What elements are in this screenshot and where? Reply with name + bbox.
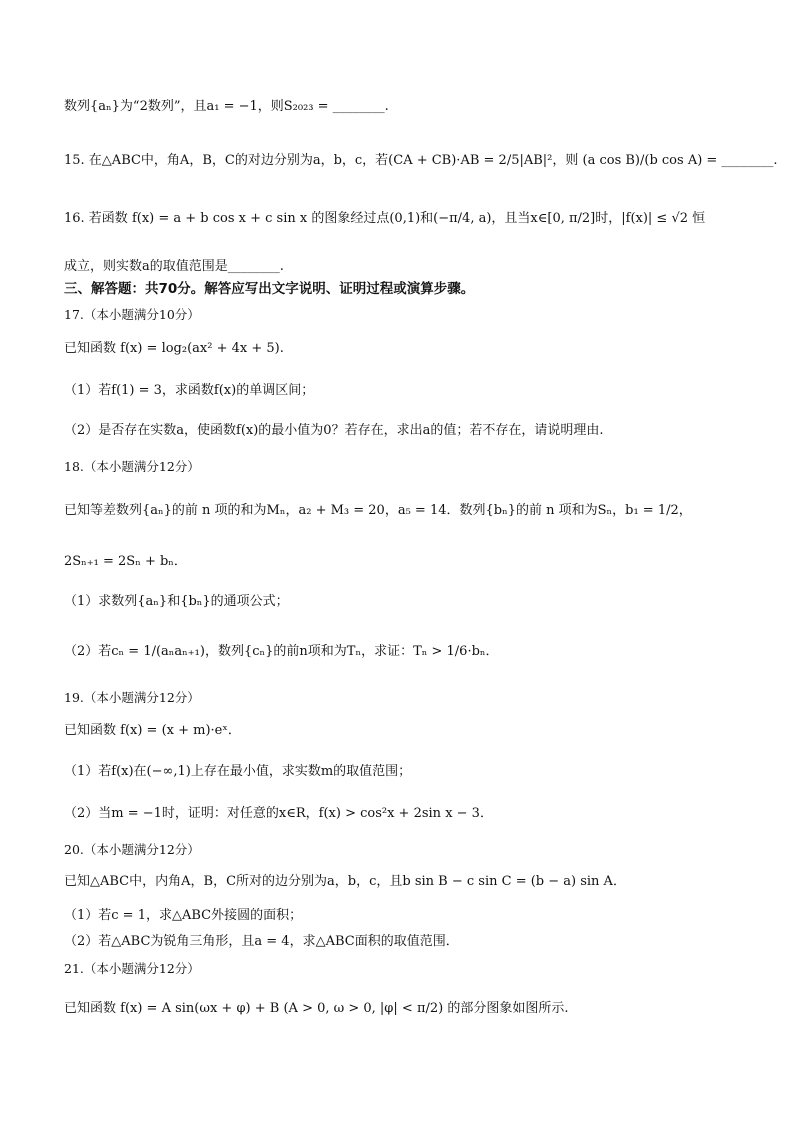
- problem-20-part-1: （1）若c = 1，求△ABC外接圆的面积；: [64, 908, 303, 923]
- problem-21-header: 21.（本小题满分12分）: [64, 961, 200, 976]
- problem-18-statement: 已知等差数列{aₙ}的前 n 项的和为Mₙ，a₂ + M₃ = 20，a₅ = 14．数列{bₙ}的前 n 项和为Sₙ，b₁ = 1/2，: [64, 503, 692, 518]
- problem-17-part-2: （2）是否存在实数a，使函数f(x)的最小值为0？若存在，求出a的值；若不存在，请说明理由.: [64, 423, 604, 438]
- problem-17-header: 17.（本小题满分10分）: [64, 307, 200, 322]
- problem-17-statement: 已知函数 f(x) = log₂(ax² + 4x + 5).: [64, 341, 284, 356]
- section-heading-solutions: 三、解答题：共70分。解答应写出文字说明、证明过程或演算步骤。: [64, 281, 475, 297]
- line-sequence-s2023: 数列{aₙ}为“2数列”，且a₁ = −1，则S₂₀₂₃ = ________.: [64, 99, 389, 114]
- problem-18-recurrence: 2Sₙ₊₁ = 2Sₙ + bₙ．: [64, 554, 187, 569]
- problem-16-continued: 成立，则实数a的取值范围是________.: [64, 259, 284, 274]
- problem-20-part-2: （2）若△ABC为锐角三角形，且a = 4，求△ABC面积的取值范围．: [64, 934, 459, 949]
- problem-19-part-2: （2）当m = −1时，证明：对任意的x∈R，f(x) > cos²x + 2sin x − 3．: [64, 806, 493, 821]
- problem-15: 15. 在△ABC中，角A，B，C的对边分别为a，b，c，若(CA + CB)·AB = 2/5|AB|²，则 (a cos B)/(b cos A) = ________.: [64, 153, 778, 168]
- problem-18-part-2: （2）若cₙ = 1/(aₙaₙ₊₁)，数列{cₙ}的前n项和为Tₙ，求证：Tₙ > 1/6·bₙ．: [64, 644, 499, 659]
- problem-20-header: 20.（本小题满分12分）: [64, 842, 200, 857]
- problem-19-header: 19.（本小题满分12分）: [64, 690, 200, 705]
- problem-20-statement: 已知△ABC中，内角A，B，C所对的边分别为a，b，c，且b sin B − c sin C = (b − a) sin A．: [64, 874, 626, 889]
- problem-16: 16. 若函数 f(x) = a + b cos x + c sin x 的图象经过点(0,1)和(−π/4, a)，且当x∈[0, π/2]时，|f(x)| ≤ √2 恒: [64, 211, 706, 226]
- problem-19-part-1: （1）若f(x)在(−∞,1)上存在最小值，求实数m的取值范围；: [64, 764, 412, 779]
- problem-18-part-1: （1）求数列{aₙ}和{bₙ}的通项公式；: [64, 594, 289, 609]
- problem-18-header: 18.（本小题满分12分）: [64, 459, 200, 474]
- problem-19-statement: 已知函数 f(x) = (x + m)·eˣ．: [64, 723, 241, 738]
- problem-21-statement: 已知函数 f(x) = A sin(ωx + φ) + B (A > 0, ω > 0, |φ| < π/2) 的部分图象如图所示.: [64, 1001, 569, 1016]
- problem-17-part-1: （1）若f(1) = 3，求函数f(x)的单调区间；: [64, 383, 315, 398]
